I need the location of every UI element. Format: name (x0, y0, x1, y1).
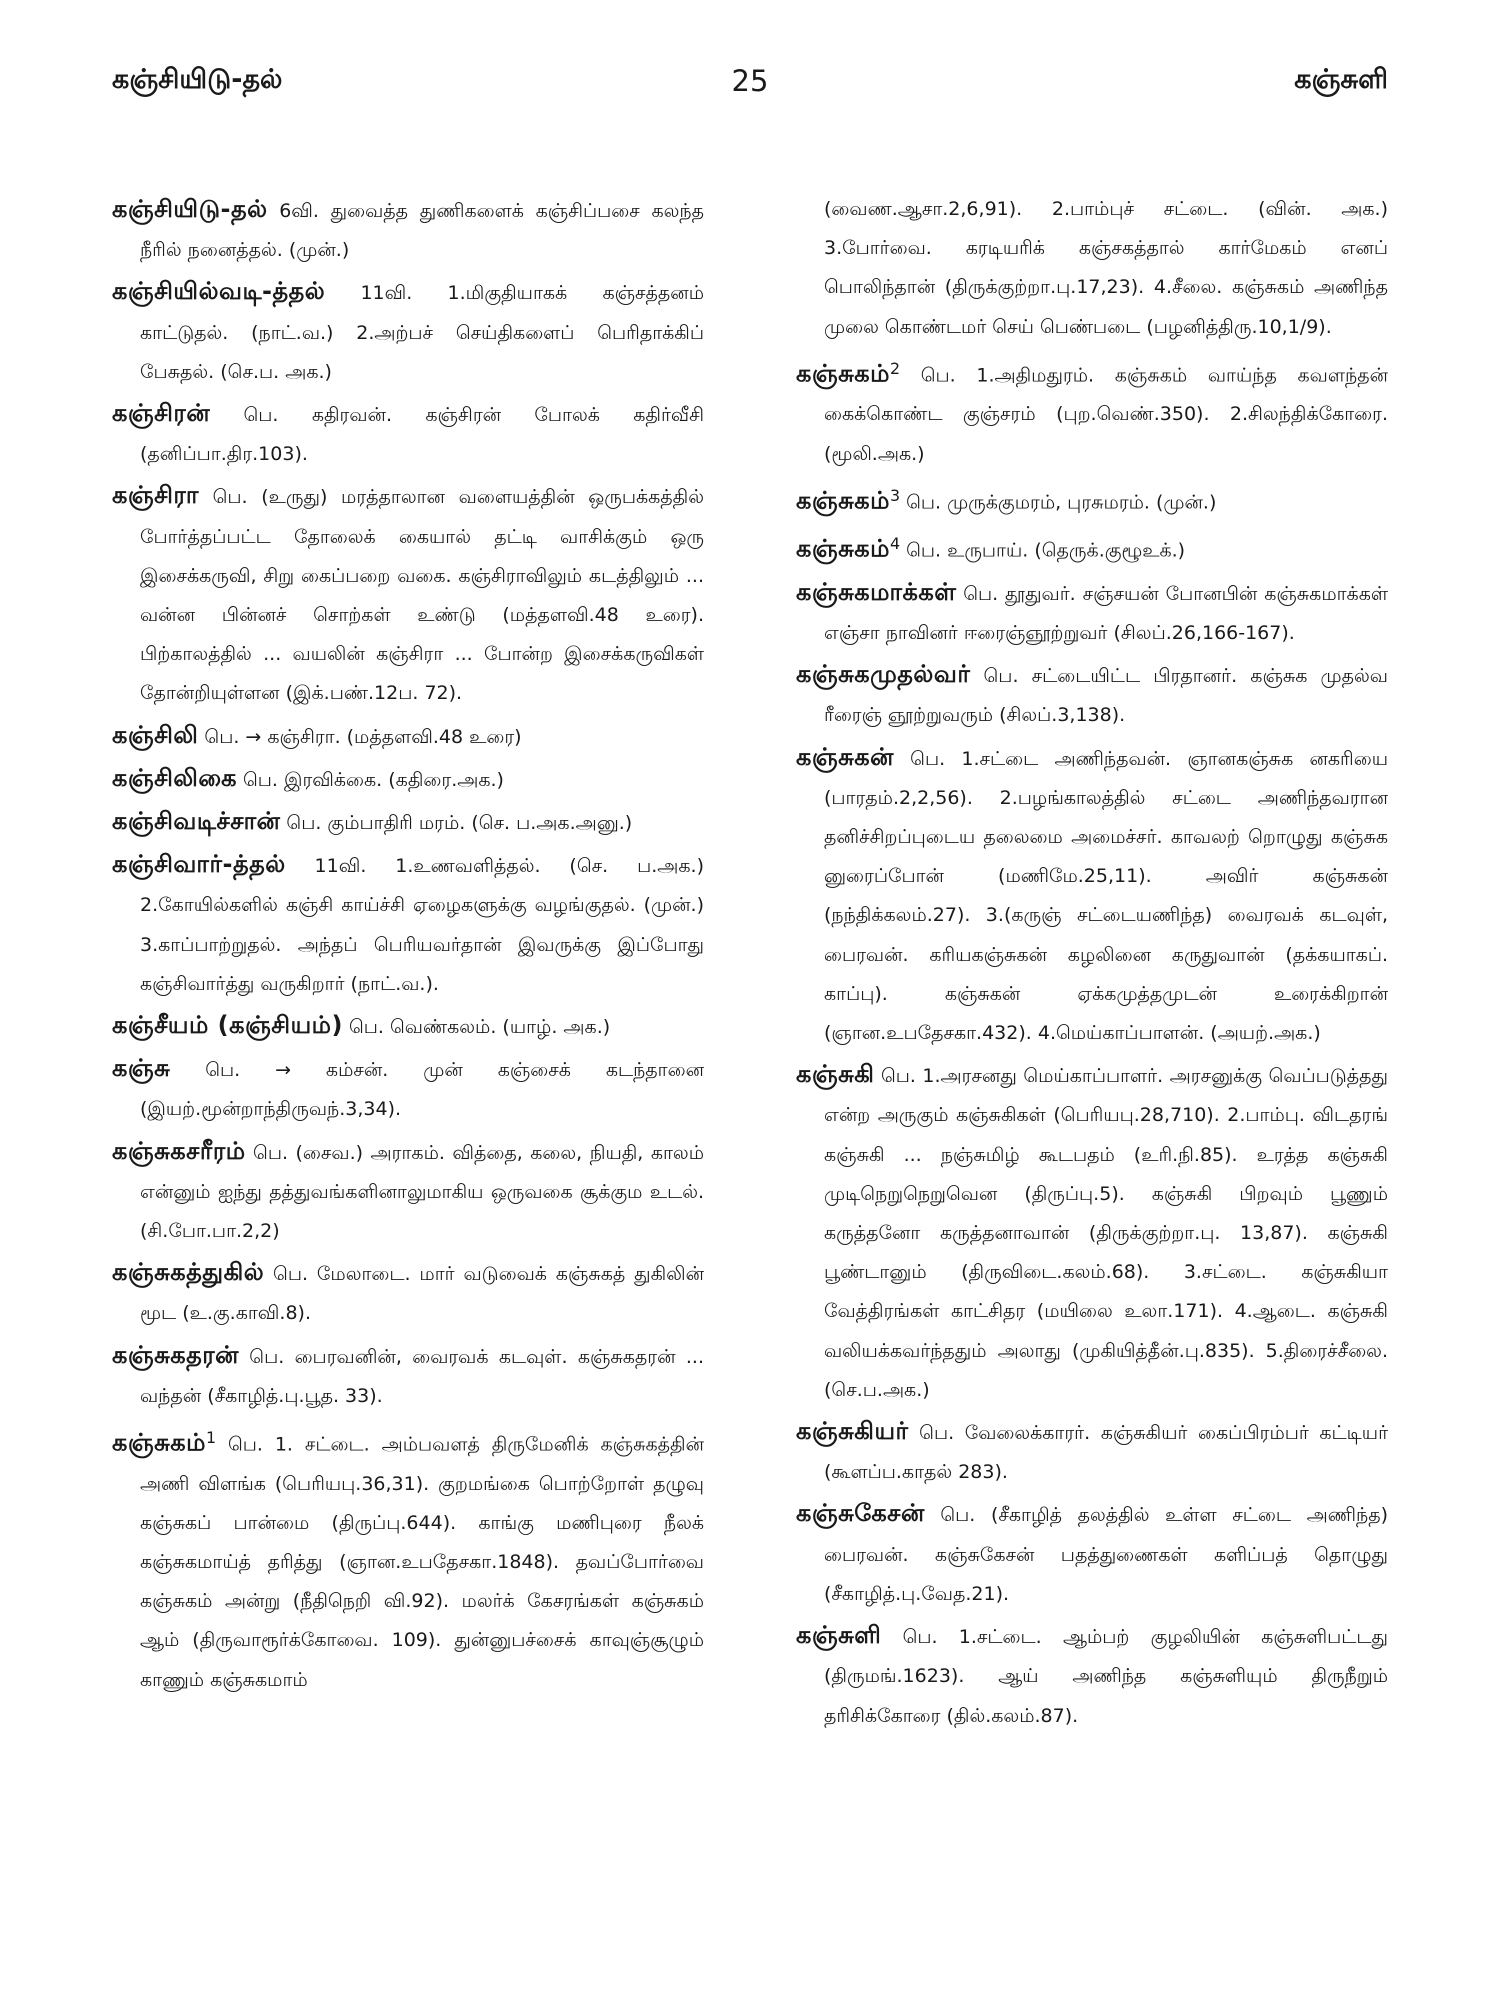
entry-definition: பெ. வேலைக்காரர். கஞ்சுகியர் கைப்பிரம்பர் கட்டியர் (கூளப்ப.காதல் 283). (824, 1422, 1388, 1484)
right-guide-word: கஞ்சுளி (1294, 64, 1388, 95)
dictionary-entry (112, 1336, 704, 1416)
entry-headword: கஞ்சுகமாக்கள் (796, 577, 957, 606)
homonym-number: 3 (889, 485, 901, 505)
entry-definition: பெ. பைரவனின், வைரவக் கடவுள். கஞ்சுகதரன் ... வந்தன் (சீகாழித்.பு.பூத. 33). (140, 1345, 704, 1407)
dictionary-entry (112, 394, 704, 474)
entry-definition: பெ. → கம்சன். முன் கஞ்சைக் கடந்தானை (இயற்.மூன்றாந்திருவந்.3,34). (140, 1059, 704, 1121)
dictionary-entry (112, 1006, 704, 1047)
entry-headword: கஞ்சியில்வடி-த்தல் (112, 277, 326, 306)
dictionary-entry (796, 573, 1388, 653)
running-head (112, 64, 1388, 104)
entry-definition: பெ. கும்பாதிரி மரம். (செ. ப.அக.அனு.) (280, 812, 633, 835)
entry-definition: பெ. (சீகாழித் தலத்தில் உள்ள சட்டை அணிந்த) பைரவன். கஞ்சுகேசன் பதத்துணைகள் களிப்பத் தொழுது (சீகாழித்.பு.வேத.21). (824, 1504, 1388, 1605)
entry-headword: கஞ்சிலிகை (112, 763, 237, 792)
entry-headword: கஞ்சுகசரீரம் (112, 1136, 246, 1165)
dictionary-entry (796, 655, 1388, 735)
entry-headword: கஞ்சுகம் (796, 534, 890, 563)
entry-headword: கஞ்சிரா (112, 481, 199, 510)
entry-headword: கஞ்சீயம் (கஞ்சியம்) (112, 1011, 343, 1040)
entry-headword: கஞ்சுகமுதல்வர் (796, 660, 971, 689)
entry-definition: பெ. (சைவ.) அராகம். வித்தை, கலை, நியதி, காலம் என்னும் ஐந்து தத்துவங்களினாலுமாகிய ஒருவகை சூக்கும உடல். (சி.போ.பா.2,2) (140, 1141, 704, 1243)
entry-definition: பெ. 1. சட்டை. அம்பவளத் திருமேனிக் கஞ்சுகத்தின் அணி விளங்க (பெரியபு.36,31). குறமங்கை பொற்றோள் தழுவு கஞ்சுகப் பான்மை (திருப்பு.644). காங்கு மணிபுரை நீலக் கஞ்சுகமாய்த் தரித்து (ஞான.உபதேசகா.1848). தவப்போர்வை கஞ்சுகம் அன்று (நீதிநெறி வி.92). மலர்க் கேசரங்கள் கஞ்சுகம் ஆம் (திருவாரூர்க்கோவை. 109). துன்னுபச்சைக் காவுஞ்சூழும் காணும் கஞ்சுகமாம் (140, 1433, 704, 1691)
dictionary-entry (112, 716, 704, 757)
entry-headword: கஞ்சுகம் (112, 1428, 206, 1457)
entry-definition: 6வி. துவைத்த துணிகளைக் கஞ்சிப்பசை கலந்த நீரில் நனைத்தல். (முன்.) (140, 200, 704, 262)
entry-definition: 11வி. 1.உணவளித்தல். (செ. ப.அக.) 2.கோயில்களில் கஞ்சி காய்ச்சி ஏழைகளுக்கு வழங்குதல். (முன்.) 3.காப்பாற்றுதல். அந்தப் பெரியவர்தான் இவருக்கு இப்போது கஞ்சிவார்த்து வருகிறார் (நாட்.வ.). (140, 855, 704, 995)
dictionary-entry (796, 190, 1388, 347)
dictionary-entry (112, 476, 704, 713)
entry-definition: பெ. உருபாய். (தெருக்.குழூஉக்.) (900, 539, 1186, 562)
dictionary-entry (112, 1253, 704, 1333)
dictionary-entry (796, 1494, 1388, 1614)
entry-headword: கஞ்சியிடு-தல் (112, 195, 268, 223)
homonym-number: 2 (889, 358, 901, 378)
entry-definition: பெ. மேலாடை. மார் வடுவைக் கஞ்சுகத் துகிலின் மூட (உ.கு.காவி.8). (140, 1263, 704, 1325)
entry-headword: கஞ்சுகதரன் (112, 1340, 239, 1369)
dictionary-entry (112, 759, 704, 800)
entry-headword: கஞ்சுகி (796, 1060, 875, 1089)
dictionary-entry (112, 190, 704, 270)
dictionary-entry (112, 1132, 704, 1252)
entry-headword: கஞ்சுகியர் (796, 1417, 909, 1446)
entry-headword: கஞ்சிலி (112, 720, 199, 749)
entry-headword: கஞ்சு (112, 1054, 171, 1083)
entry-definition: பெ. சட்டையிட்ட பிரதானர். கஞ்சுக முதல்வ ரீரைஞ் ஞூற்றுவரும் (சிலப்.3,138). (824, 665, 1388, 727)
entry-definition: பெ. (உருது) மரத்தாலான வளையத்தின் ஒருபக்கத்தில் போர்த்தப்பட்ட தோலைக் கையால் தட்டி வாசிக்கும் ஒரு இசைக்கருவி, சிறு கைப்பறை வகை. கஞ்சிராவிலும் கடத்திலும் ... வன்ன பின்னச் சொற்கள் உண்டு (மத்தளவி.48 உரை). பிற்காலத்தில் ... வயலின் கஞ்சிரா ... போன்ற இசைக்கருவிகள் தோன்றியுள்ளன (இக்.பண்.12ப. 72). (140, 486, 704, 705)
dictionary-entry (796, 1055, 1388, 1410)
homonym-number: 1 (205, 1428, 217, 1448)
dictionary-entry (796, 1412, 1388, 1492)
entry-headword: கஞ்சுகம் (796, 486, 890, 515)
dictionary-entry (112, 272, 704, 392)
dictionary-entry (112, 1049, 704, 1129)
homonym-number: 4 (889, 534, 901, 554)
entry-definition: பெ. → கஞ்சிரா. (மத்தளவி.48 உரை) (198, 725, 522, 748)
dictionary-entry (112, 1418, 704, 1700)
entry-definition: பெ. தூதுவர். சஞ்சயன் போனபின் கஞ்சுகமாக்கள் எஞ்சா நாவினர் ஈரைஞ்ஞூற்றுவர் (சிலப்.26,166-167). (824, 582, 1388, 645)
left-guide-word: கஞ்சியிடு-தல் (112, 64, 283, 95)
entry-definition: பெ. இரவிக்கை. (கதிரை.அக.) (236, 768, 504, 791)
dictionary-entry (796, 476, 1388, 523)
right-column (796, 190, 1388, 1738)
entry-definition: பெ. 1.அதிமதுரம். கஞ்சுகம் வாய்ந்த கவளந்தன் கைக்கொண்ட குஞ்சரம் (புற.வெண்.350). 2.சிலந்திக்கோரை. (மூலி.அக.) (824, 364, 1388, 465)
entry-definition: (வைண.ஆசா.2,6,91). 2.பாம்புச் சட்டை. (வின். அக.) 3.போர்வை. கரடியரிக் கஞ்சகத்தால் கார்மேகம் எனப் பொலிந்தான் (திருக்குற்றா.பு.17,23). 4.சீலை. கஞ்சுகம் அணிந்த முலை கொண்டமர் செய் பெண்படை (பழனித்திரு.10,1/9). (824, 198, 1388, 338)
entry-definition: பெ. வெண்கலம். (யாழ். அக.) (342, 1016, 611, 1039)
entry-definition: பெ. 1.சட்டை. ஆம்பற் குழலியின் கஞ்சுளிபட்டது (திருமங்.1623). ஆய் அணிந்த கஞ்சுளியும் திருநீறும் தரிசிக்கோரை (தில்.கலம்.87). (824, 1626, 1388, 1727)
entry-headword: கஞ்சிவடிச்சான் (112, 807, 281, 836)
entry-definition: பெ. 1.அரசனது மெய்காப்பாளர். அரசனுக்கு வெப்படுத்தது என்ற அருகும் கஞ்சுகிகள் (பெரியபு.28,710). 2.பாம்பு. விடதரங் கஞ்சுகி ... நஞ்சுமிழ் கூடபதம் (உரி.நி.85). உரத்த கஞ்சுகி முடிநெறுநெறுவென (திருப்பு.5). கஞ்சுகி பிறவும் பூணும் கருத்தனோ கருத்தனாவான் (திருக்குற்றா.பு. 13,87). கஞ்சுகி பூண்டானும் (திருவிடை.கலம்.68). 3.சட்டை. கஞ்சுகியா வேத்திரங்கள் காட்சிதர (மயிலை உலா.171). 4.ஆடை. கஞ்சுகி வலியக்கவர்ந்ததும் அலாது (முகியித்தீன்.பு.835). 5.திரைச்சீலை. (செ.ப.அக.) (824, 1065, 1388, 1401)
entry-headword: கஞ்சுகத்துகில் (112, 1258, 265, 1287)
entry-headword: கஞ்சுளி (796, 1621, 882, 1650)
entry-headword: கஞ்சுகேசன் (796, 1499, 925, 1528)
dictionary-entry (796, 738, 1388, 1054)
page-number: 25 (731, 64, 769, 98)
dictionary-entry (796, 1616, 1388, 1736)
entry-headword: கஞ்சுகம் (796, 359, 890, 388)
dictionary-entry (112, 802, 704, 843)
entry-headword: கஞ்சிவார்-த்தல் (112, 850, 286, 879)
left-column (112, 190, 704, 1702)
entry-definition: பெ. கதிரவன். கஞ்சிரன் போலக் கதிர்வீசி (தனிப்பா.திர.103). (140, 404, 704, 466)
dictionary-entry (796, 349, 1388, 474)
dictionary-entry (796, 524, 1388, 571)
entry-definition: பெ. முருக்குமரம், புரசுமரம். (முன்.) (900, 491, 1217, 514)
dictionary-entry (112, 845, 704, 1004)
entry-headword: கஞ்சுகன் (796, 742, 894, 771)
entry-definition: பெ. 1.சட்டை அணிந்தவன். ஞானகஞ்சுக னகரியை (பாரதம்.2,2,56). 2.பழங்காலத்தில் சட்டை அணிந்தவரான தனிச்சிறப்புடைய தலைமை அமைச்சர். காவலற் றொழுது கஞ்சுக னுரைப்போன் (மணிமே.25,11). அவிர் கஞ்சுகன் (நந்திக்கலம்.27). 3.(கருஞ் சட்டையணிந்த) வைரவக் கடவுள், பைரவன். கரியகஞ்சுகன் கழலினை கருதுவான் (தக்கயாகப். காப்பு). கஞ்சுகன் ஏக்கமுத்தமுடன் உரைக்கிறான் (ஞான.உபதேசகா.432). 4.மெய்காப்பாளன். (அயற்.அக.) (824, 747, 1388, 1045)
entry-definition: 11வி. 1.மிகுதியாகக் கஞ்சத்தனம் காட்டுதல். (நாட்.வ.) 2.அற்பச் செய்திகளைப் பெரிதாக்கிப் பேசுதல். (செ.ப. அக.) (140, 282, 704, 383)
entry-headword: கஞ்சிரன் (112, 399, 211, 428)
